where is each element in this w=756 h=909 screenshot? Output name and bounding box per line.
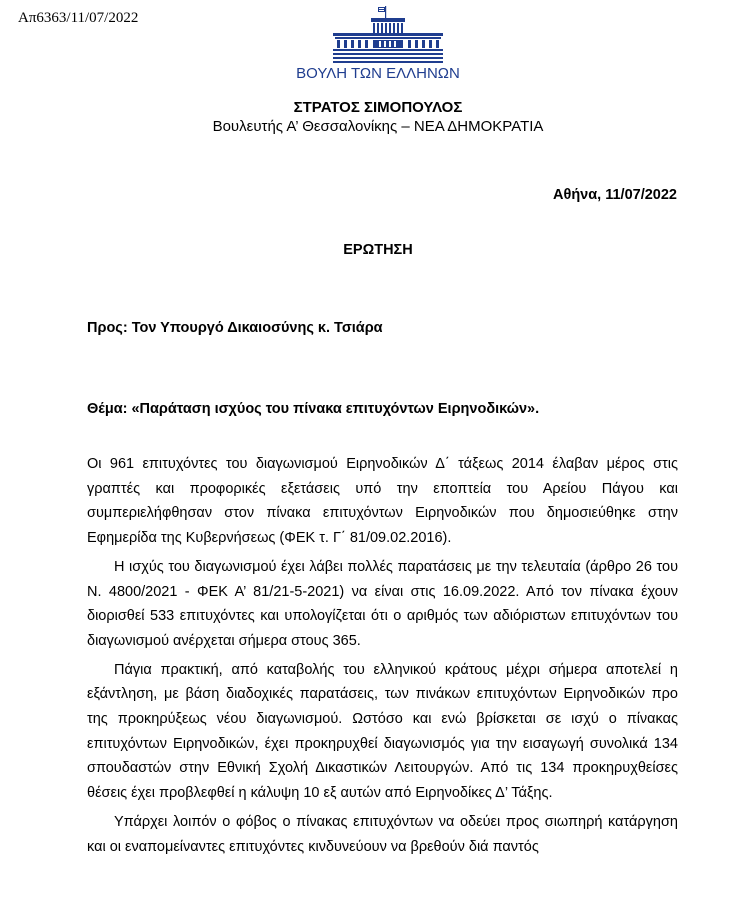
body-paragraph: Οι 961 επιτυχόντες του διαγωνισμού Ειρηνοδικών Δ΄ τάξεως 2014 έλαβαν μέρος στις γραπτές και προφορικές εξετάσεις υπό την εποπτεία του Αρείου Πάγου και συμπεριελήφθησαν στον πίνακα επιτυχόντων Ειρηνοδικών που δημοσιεύθηκε στην Εφημερίδα της Κυβερνήσεως (ΦΕΚ τ. Γ΄ 81/09.02.2016). xyxy=(87,456,678,547)
recipient-line: Προς: Τον Υπουργό Δικαιοσύνης κ. Τσιάρα xyxy=(87,320,383,336)
author-role: Βουλευτής Α’ Θεσσαλονίκης – ΝΕΑ ΔΗΜΟΚΡΑΤΙΑ xyxy=(212,118,544,135)
author-name: ΣΤΡΑΤΟΣ ΣΙΜΟΠΟΥΛΟΣ xyxy=(293,99,463,116)
protocol-number: Απ6363/11/07/2022 xyxy=(18,10,139,26)
body-paragraph: Πάγια πρακτική, από καταβολής του ελληνικού κράτους μέχρι σήμερα αποτελεί η εξάντληση, με βάση διαδοχικές παρατάσεις, των πινάκων επιτυχόντων Ειρηνοδικών προ της προκηρύξεως νέου διαγωνισμού. Ωστόσο και ενώ βρίσκεται σε ισχύ ο πίνακας επιτυχόντων Ειρηνοδικών, έχει προκηρυχθεί διαγωνισμός για την εισαγωγή συνολικά 134 σπουδαστών στην Εθνική Σχολή Δικαστικών Λειτουργών. Από τις 134 προκηρυχθείσες θέσεις έχει προβλεφθεί η κάλυψη 10 εξ αυτών από Ειρηνοδίκες Δ’ Τάξης. xyxy=(87,661,678,802)
parliament-name: ΒΟΥΛΗ ΤΩΝ ΕΛΛΗΝΩΝ xyxy=(296,65,460,82)
document-type-heading: ΕΡΩΤΗΣΗ xyxy=(343,242,413,258)
body-paragraph: Η ισχύς του διαγωνισμού έχει λάβει πολλές παρατάσεις με την τελευταία (άρθρο 26 του Ν. 4800/2021 - ΦΕΚ Α’ 81/21-5-2021) να είναι στις 16.09.2022. Από τον πίνακα έχουν διορισθεί 533 επιτυχόντες και υπολογίζεται ότι ο αριθμός των αδιόριστων επιτυχόντων του διαγωνισμού ανέρχεται σήμερα στους 365. xyxy=(87,558,678,649)
place-date: Αθήνα, 11/07/2022 xyxy=(553,187,677,203)
subject-line: Θέμα: «Παράταση ισχύος του πίνακα επιτυχόντων Ειρηνοδικών». xyxy=(87,401,540,417)
question-body xyxy=(87,452,678,863)
body-paragraph: Υπάρχει λοιπόν ο φόβος ο πίνακας επιτυχόντων να οδεύει προς σιωπηρή κατάργηση και οι εναπομείναντες επιτυχόντες κινδυνεύουν να βρεθούν διά παντός xyxy=(87,813,678,855)
hellenic-parliament-emblem-icon xyxy=(333,4,443,68)
